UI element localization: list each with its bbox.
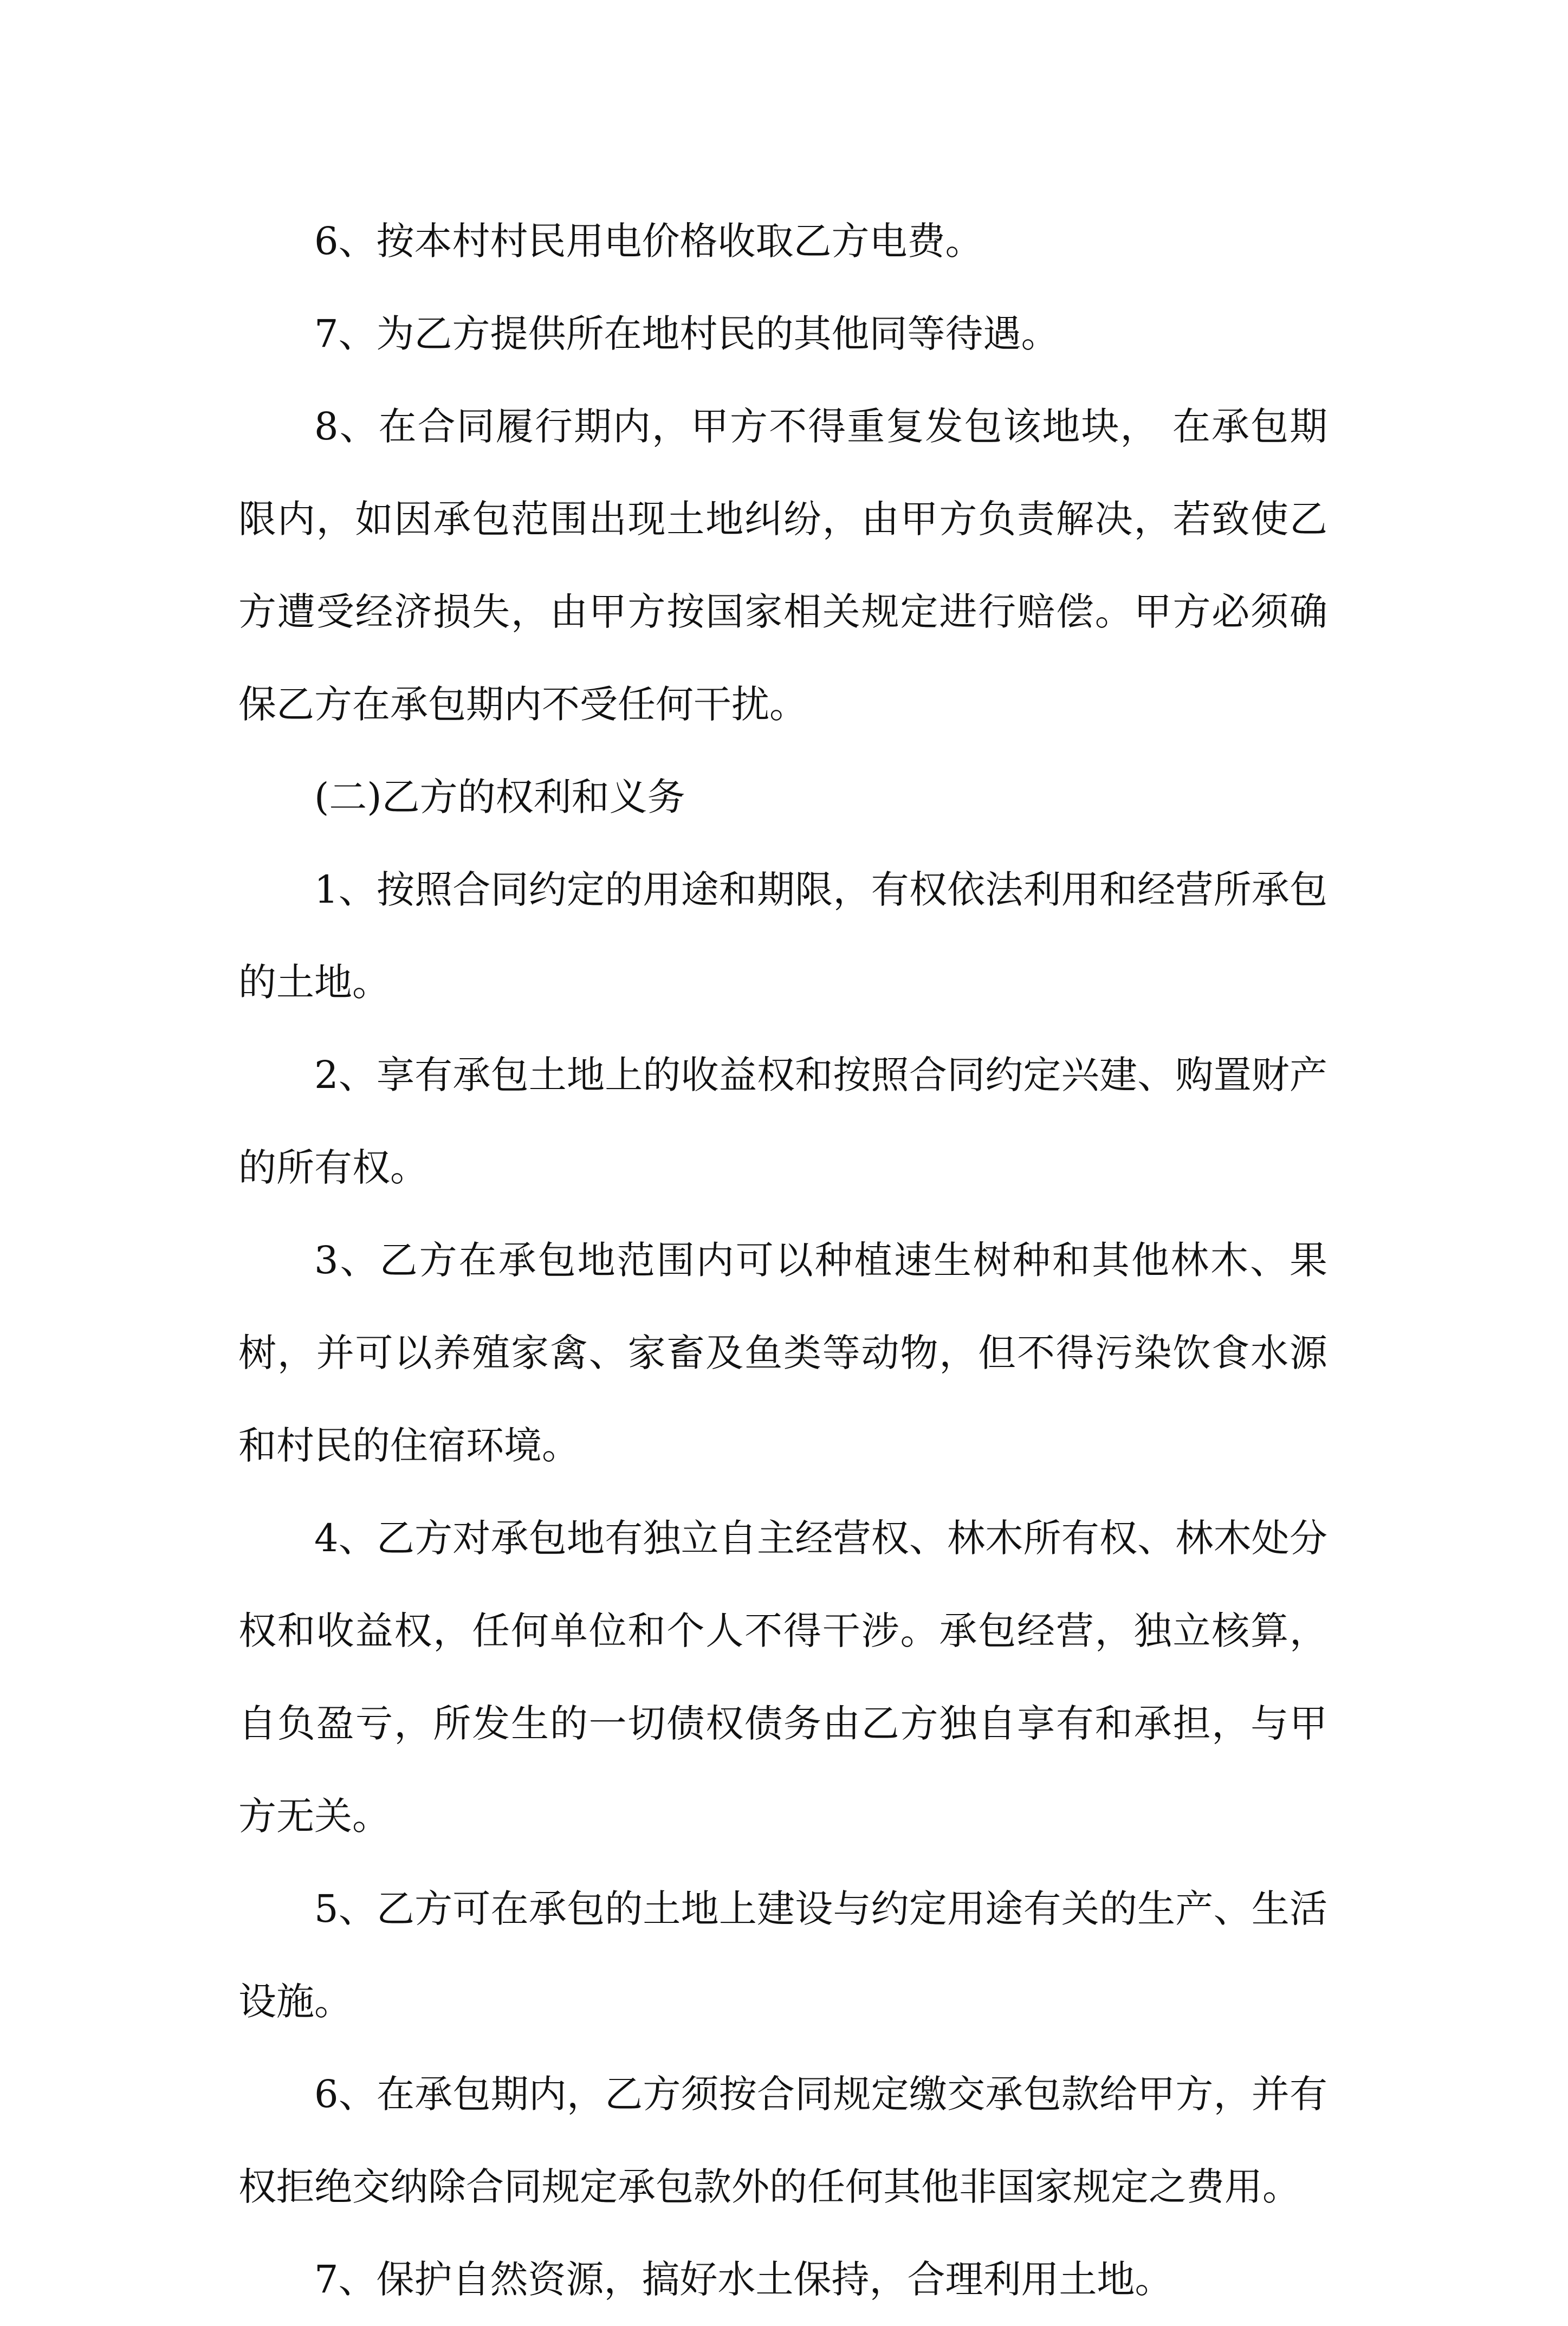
paragraph-b-item-1: 1、按照合同约定的用途和期限，有权依法利用和经营所承包的土地。 — [238, 867, 1327, 1005]
paragraph-b-item-5: 5、乙方可在承包的土地上建设与约定用途有关的生产、生活设施。 — [238, 1887, 1327, 2024]
document-body — [238, 195, 1327, 2326]
paragraph-b-item-7: 7、保护自然资源，搞好水土保持，合理利用土地。 — [314, 2257, 1173, 2302]
paragraph-item-6-electricity: 6、按本村村民用电价格收取乙方电费。 — [314, 219, 983, 263]
paragraph-b-item-2: 2、享有承包土地上的收益权和按照合同约定兴建、购置财产的所有权。 — [238, 1053, 1327, 1190]
paragraph-b-item-6: 6、在承包期内，乙方须按合同规定缴交承包款给甲方，并有权拒绝交纳除合同规定承包款外的任何其他非国家规定之费用。 — [238, 2072, 1327, 2209]
paragraph-b-item-4: 4、乙方对承包地有独立自主经营权、林木所有权、林木处分权和收益权，任何单位和个人不得干涉。承包经营，独立核算，自负盈亏，所发生的一切债权债务由乙方独自享有和承担，与甲方无关。 — [238, 1516, 1327, 1838]
paragraph-item-8-no-duplicate-contract: 8、在合同履行期内，甲方不得重复发包该地块， 在承包期限内，如因承包范围出现土地纠纷，由甲方负责解决，若致使乙方遭受经济损失，由甲方按国家相关规定进行赔偿。甲方必须确保乙方在承包期内不受任何干扰。 — [238, 404, 1327, 727]
paragraph-b-item-3: 3、乙方在承包地范围内可以种植速生树种和其他林木、果树，并可以养殖家禽、家畜及鱼类等动物，但不得污染饮食水源和村民的住宿环境。 — [238, 1238, 1327, 1468]
paragraph-item-7-equal-treatment: 7、为乙方提供所在地村民的其他同等待遇。 — [314, 312, 1059, 356]
section-heading-party-b-rights: (二)乙方的权利和义务 — [314, 775, 685, 819]
